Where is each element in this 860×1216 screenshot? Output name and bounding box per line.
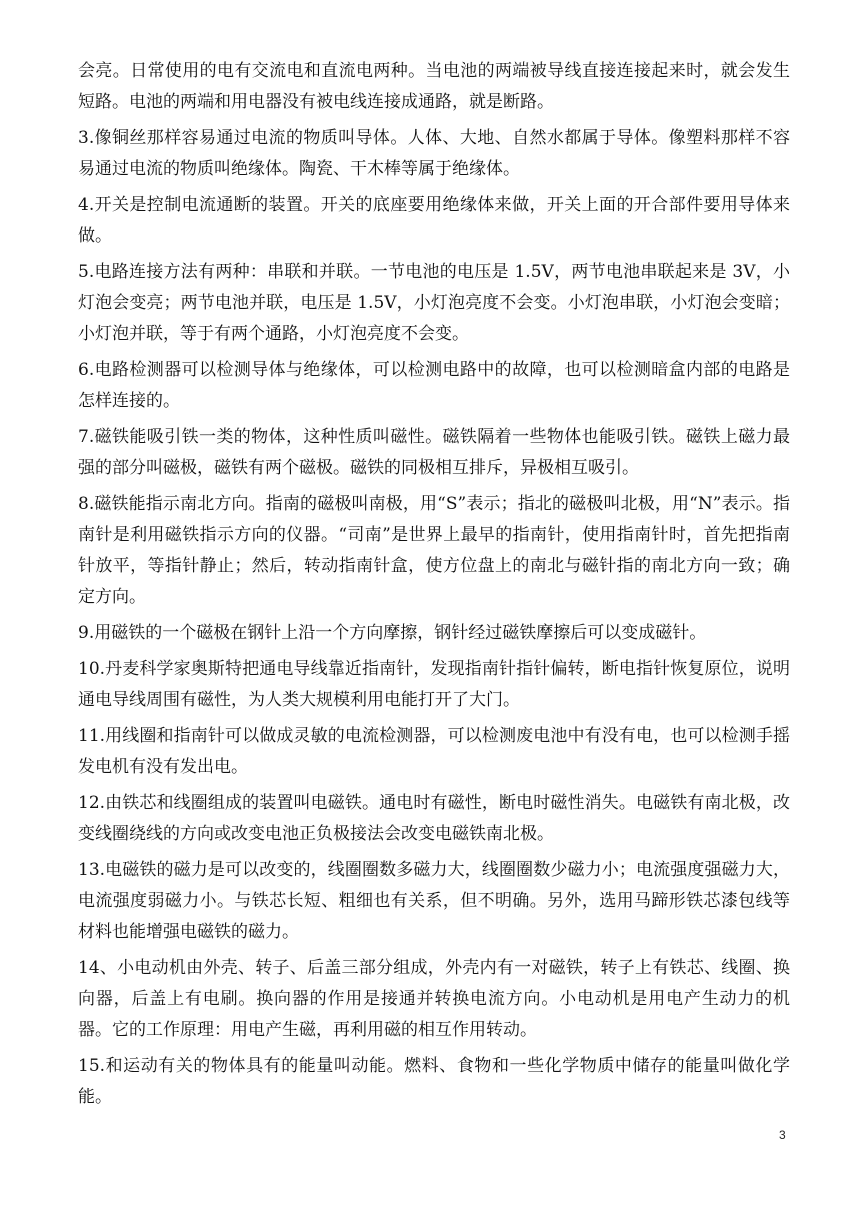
page-number: 3 [779, 1128, 786, 1142]
paragraph-item-12: 12.由铁芯和线圈组成的装置叫电磁铁。通电时有磁性，断电时磁性消失。电磁铁有南北极，改变线圈绕线的方向或改变电池正负极接法会改变电磁铁南北极。 [78, 793, 790, 844]
paragraph-item-13: 13.电磁铁的磁力是可以改变的，线圈圈数多磁力大，线圈圈数少磁力小；电流强度强磁力大，电流强度弱磁力小。与铁芯长短、粗细也有关系，但不明确。另外，选用马蹄形铁芯漆包线等材料也能增强电磁铁的磁力。 [78, 860, 790, 942]
paragraph-item-4: 4.开关是控制电流通断的装置。开关的底座要用绝缘体来做，开关上面的开合部件要用导体来做。 [78, 195, 790, 246]
paragraph-item-5: 5.电路连接方法有两种：串联和并联。一节电池的电压是 1.5V，两节电池串联起来是 3V，小灯泡会变亮；两节电池并联，电压是 1.5V，小灯泡亮度不会变。小灯泡串联，小灯泡会变暗；小灯泡并联，等于有两个通路，小灯泡亮度不会变。 [78, 262, 790, 344]
paragraph-item-7: 7.磁铁能吸引铁一类的物体，这种性质叫磁性。磁铁隔着一些物体也能吸引铁。磁铁上磁力最强的部分叫磁极，磁铁有两个磁极。磁铁的同极相互排斥，异极相互吸引。 [78, 427, 790, 478]
paragraph-item-15: 15.和运动有关的物体具有的能量叫动能。燃料、食物和一些化学物质中储存的能量叫做化学能。 [78, 1056, 790, 1107]
paragraph-item-8: 8.磁铁能指示南北方向。指南的磁极叫南极，用“S”表示；指北的磁极叫北极，用“N”表示。指南针是利用磁铁指示方向的仪器。“司南”是世界上最早的指南针，使用指南针时，首先把指南针放平，等指针静止；然后，转动指南针盒，使方位盘上的南北与磁针指的南北方向一致；确定方向。 [78, 494, 790, 607]
page-body [78, 56, 790, 1118]
paragraph-item-11: 11.用线圈和指南针可以做成灵敏的电流检测器，可以检测废电池中有没有电，也可以检测手摇发电机有没有发出电。 [78, 726, 790, 777]
paragraph-item-10: 10.丹麦科学家奥斯特把通电导线靠近指南针，发现指南针指针偏转，断电指针恢复原位，说明通电导线周围有磁性，为人类大规模利用电能打开了大门。 [78, 659, 790, 710]
paragraph-item-6: 6.电路检测器可以检测导体与绝缘体，可以检测电路中的故障，也可以检测暗盒内部的电路是怎样连接的。 [78, 360, 790, 411]
paragraph-item-14: 14、小电动机由外壳、转子、后盖三部分组成，外壳内有一对磁铁，转子上有铁芯、线圈、换向器，后盖上有电刷。换向器的作用是接通并转换电流方向。小电动机是用电产生动力的机器。它的工作原理：用电产生磁，再利用磁的相互作用转动。 [78, 958, 790, 1040]
paragraph-item-3: 3.像铜丝那样容易通过电流的物质叫导体。人体、大地、自然水都属于导体。像塑料那样不容易通过电流的物质叫绝缘体。陶瓷、干木棒等属于绝缘体。 [78, 128, 790, 179]
paragraph-continuation: 会亮。日常使用的电有交流电和直流电两种。当电池的两端被导线直接连接起来时，就会发生短路。电池的两端和用电器没有被电线连接成通路，就是断路。 [78, 61, 790, 112]
paragraph-item-9: 9.用磁铁的一个磁极在钢针上沿一个方向摩擦，钢针经过磁铁摩擦后可以变成磁针。 [78, 623, 707, 643]
